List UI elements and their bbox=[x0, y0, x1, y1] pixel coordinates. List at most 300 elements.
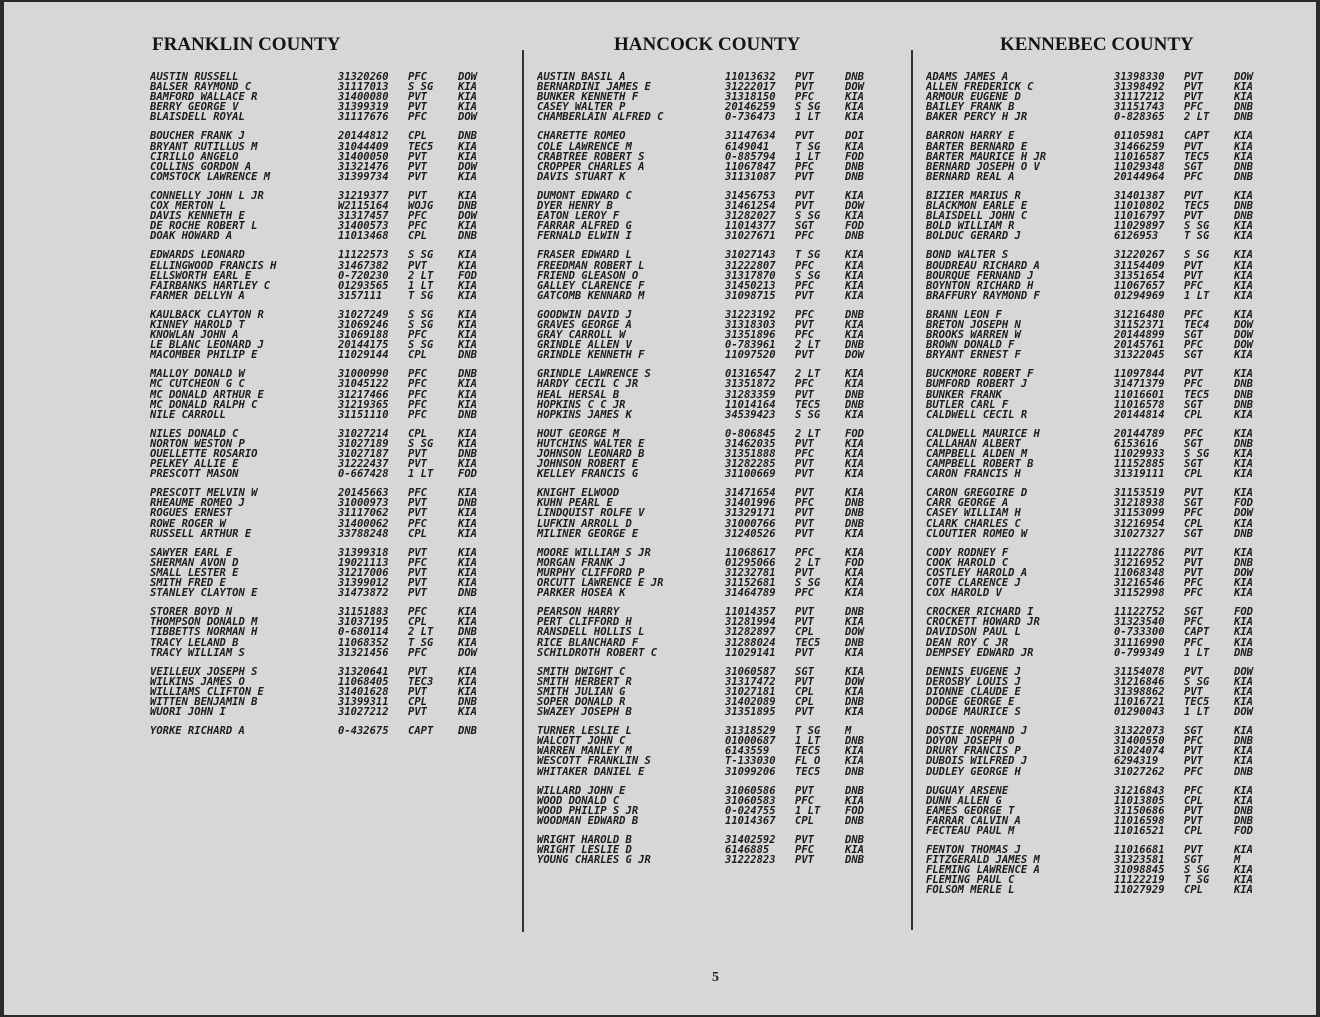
serial-number: 31317870 bbox=[725, 269, 776, 282]
casualty-status: KIA bbox=[845, 706, 864, 719]
rank: PFC bbox=[408, 220, 427, 233]
roster-group bbox=[537, 131, 899, 181]
serial-number: 11029933 bbox=[1114, 448, 1165, 460]
serial-number: 31282897 bbox=[725, 626, 776, 639]
soldier-name: CALDWELL CECIL R bbox=[926, 409, 1028, 420]
casualty-status: KIA bbox=[458, 150, 477, 163]
serial-number: 31060583 bbox=[725, 794, 776, 807]
rank: S SG bbox=[408, 318, 434, 331]
serial-number: 31456753 bbox=[725, 189, 776, 202]
rank: CPL bbox=[795, 814, 814, 827]
soldier-name: BLAISDELL JOHN C bbox=[926, 211, 1028, 222]
soldier-name: BOUDREAU RICHARD A bbox=[926, 260, 1040, 271]
soldier-name: FARMER DELLYN A bbox=[150, 290, 245, 301]
rank: PFC bbox=[1184, 507, 1203, 520]
casualty-status: KIA bbox=[1234, 884, 1253, 897]
casualty-status: DOW bbox=[845, 81, 864, 94]
serial-number: 31216846 bbox=[1114, 675, 1165, 688]
soldier-name: WRIGHT LESLIE D bbox=[537, 845, 632, 856]
casualty-status: KIA bbox=[458, 388, 477, 401]
rank: PVT bbox=[795, 517, 814, 530]
casualty-status: DNB bbox=[845, 339, 864, 352]
roster-group bbox=[150, 548, 512, 598]
rank: 2 LT bbox=[795, 556, 821, 569]
soldier-name: FERNALD ELWIN I bbox=[537, 231, 632, 242]
casualty-status: KIA bbox=[1234, 675, 1253, 688]
rank: SGT bbox=[795, 220, 814, 233]
rank: TEC5 bbox=[795, 745, 821, 758]
casualty-status: DNB bbox=[845, 170, 864, 183]
rank: CAPT bbox=[408, 725, 434, 738]
rank: PFC bbox=[795, 308, 814, 321]
casualty-status: KIA bbox=[1234, 140, 1253, 153]
casualty-status: KIA bbox=[458, 458, 477, 471]
county-title: KENNEBEC COUNTY bbox=[1000, 34, 1194, 55]
rank: PVT bbox=[795, 71, 814, 83]
rank: TEC5 bbox=[795, 765, 821, 778]
serial-number: 31154409 bbox=[1114, 259, 1165, 272]
casualty-status: KIA bbox=[1234, 487, 1253, 500]
rank: 1 LT bbox=[1184, 706, 1210, 719]
soldier-name: BRETON JOSEPH N bbox=[926, 319, 1021, 331]
soldier-name: WALCOTT JOHN C bbox=[537, 736, 626, 747]
soldier-name: ROWE ROGER W bbox=[150, 518, 226, 529]
rank: CPL bbox=[1184, 794, 1203, 807]
soldier-name: PARKER HOSEA K bbox=[537, 588, 626, 599]
rank: PFC bbox=[408, 111, 427, 124]
soldier-name: DUMONT EDWARD C bbox=[537, 190, 632, 202]
casualty-status: KIA bbox=[1234, 725, 1253, 738]
soldier-name: ELLSWORTH EARL E bbox=[150, 270, 252, 281]
soldier-name: CRABTREE ROBERT S bbox=[537, 151, 645, 162]
roster-group bbox=[150, 488, 512, 538]
casualty-status: KIA bbox=[1234, 308, 1253, 321]
casualty-status: KIA bbox=[845, 685, 864, 698]
roster-row bbox=[926, 350, 1288, 360]
serial-number: T-133030 bbox=[725, 755, 776, 768]
rank: T SG bbox=[795, 249, 821, 262]
rank: PFC bbox=[795, 546, 814, 559]
serial-number: 3157111 bbox=[338, 289, 383, 302]
serial-number: 11010802 bbox=[1114, 200, 1165, 213]
soldier-name: KELLEY FRANCIS G bbox=[537, 469, 639, 480]
soldier-name: TURNER LESLIE L bbox=[537, 726, 632, 737]
casualty-status: KIA bbox=[458, 259, 477, 272]
rank: PVT bbox=[1184, 745, 1203, 758]
soldier-name: BAMFORD WALLACE R bbox=[150, 92, 258, 103]
column-divider bbox=[522, 50, 524, 932]
rank: TEC5 bbox=[795, 636, 821, 649]
roster-list bbox=[150, 72, 512, 745]
casualty-status: KIA bbox=[458, 546, 477, 559]
rank: 1 LT bbox=[1184, 289, 1210, 302]
rank: T SG bbox=[1184, 874, 1210, 887]
soldier-name: SCHILDROTH ROBERT C bbox=[537, 647, 658, 658]
serial-number: 31117676 bbox=[338, 111, 389, 124]
roster-row bbox=[537, 291, 899, 301]
soldier-name: LINDQUIST ROLFE V bbox=[537, 508, 645, 519]
rank: SGT bbox=[1184, 160, 1203, 173]
serial-number: 31069188 bbox=[338, 329, 389, 342]
soldier-name: SMITH FRED E bbox=[150, 578, 226, 589]
soldier-name: COTE CLARENCE J bbox=[926, 578, 1021, 589]
serial-number: 31317472 bbox=[725, 675, 776, 688]
casualty-status: DNB bbox=[845, 388, 864, 401]
casualty-status: DOW bbox=[458, 111, 477, 124]
serial-number: 31024074 bbox=[1114, 745, 1165, 758]
serial-number: 31027249 bbox=[338, 308, 389, 321]
casualty-status: KIA bbox=[845, 289, 864, 302]
casualty-status: M bbox=[845, 725, 852, 738]
casualty-status: KIA bbox=[845, 487, 864, 500]
serial-number: 0-783961 bbox=[725, 339, 776, 352]
soldier-name: NILE CARROLL bbox=[150, 409, 226, 420]
roster-group bbox=[926, 786, 1288, 836]
casualty-status: KIA bbox=[458, 636, 477, 649]
roster-group bbox=[150, 429, 512, 479]
casualty-status: KIA bbox=[1234, 189, 1253, 202]
casualty-status: DNB bbox=[458, 448, 477, 460]
rank: CPL bbox=[1184, 884, 1203, 897]
serial-number: 01290043 bbox=[1114, 706, 1165, 719]
soldier-name: BUNKER FRANK bbox=[926, 389, 1002, 400]
serial-number: 31216952 bbox=[1114, 556, 1165, 569]
rank: PVT bbox=[1184, 269, 1203, 282]
serial-number: 11068352 bbox=[338, 636, 389, 649]
soldier-name: HOPKINS JAMES K bbox=[537, 409, 632, 420]
soldier-name: DAVIS KENNETH E bbox=[150, 211, 245, 222]
soldier-name: CLOUTIER ROMEO W bbox=[926, 528, 1028, 539]
soldier-name: DRURY FRANCIS P bbox=[926, 746, 1021, 757]
roster-row bbox=[537, 231, 899, 241]
casualty-status: DOW bbox=[1234, 665, 1253, 678]
casualty-status: KIA bbox=[1234, 874, 1253, 887]
rank: PVT bbox=[408, 587, 427, 600]
soldier-name: WOODMAN EDWARD B bbox=[537, 815, 639, 826]
rank: PVT bbox=[795, 566, 814, 579]
rank: PVT bbox=[408, 189, 427, 202]
roster-group bbox=[537, 310, 899, 360]
rank: SGT bbox=[1184, 854, 1203, 867]
casualty-status: KIA bbox=[1234, 249, 1253, 262]
casualty-status: DNB bbox=[845, 814, 864, 827]
rank: PFC bbox=[1184, 308, 1203, 321]
casualty-status: FOD bbox=[458, 269, 477, 282]
soldier-name: FOLSOM MERLE L bbox=[926, 885, 1015, 896]
serial-number: 31351888 bbox=[725, 448, 776, 460]
roster-row bbox=[150, 707, 512, 717]
rank: PFC bbox=[795, 329, 814, 342]
casualty-status: KIA bbox=[845, 844, 864, 857]
serial-number: 31281994 bbox=[725, 616, 776, 629]
casualty-status: DNB bbox=[1234, 160, 1253, 173]
casualty-status: KIA bbox=[1234, 616, 1253, 629]
roster-group bbox=[926, 131, 1288, 181]
casualty-status: DOW bbox=[1234, 706, 1253, 719]
roster-row bbox=[150, 350, 512, 360]
casualty-status: KIA bbox=[1234, 150, 1253, 163]
serial-number: 0-432675 bbox=[338, 725, 389, 738]
rank: SGT bbox=[1184, 437, 1203, 450]
rank: PFC bbox=[795, 448, 814, 460]
soldier-name: CHAMBERLAIN ALFRED C bbox=[537, 112, 664, 123]
serial-number: 31152681 bbox=[725, 577, 776, 590]
rank: PFC bbox=[795, 497, 814, 510]
page-number: 5 bbox=[712, 970, 719, 985]
soldier-name: MOORE WILLIAM S JR bbox=[537, 547, 651, 558]
roster-row bbox=[537, 250, 899, 260]
soldier-name: MC DONALD ARTHUR E bbox=[150, 389, 264, 400]
casualty-status: FOD bbox=[1234, 497, 1253, 510]
casualty-status: KIA bbox=[1234, 408, 1253, 421]
serial-number: 31318529 bbox=[725, 725, 776, 738]
soldier-name: WILKINS JAMES O bbox=[150, 676, 245, 687]
roster-group bbox=[926, 726, 1288, 776]
rank: PFC bbox=[1184, 784, 1203, 797]
soldier-name: ELLINGWOOD FRANCIS H bbox=[150, 260, 277, 271]
serial-number: 20146259 bbox=[725, 101, 776, 114]
soldier-name: WOOD DONALD C bbox=[537, 795, 620, 806]
soldier-name: TRACY LELAND B bbox=[150, 637, 239, 648]
roster-list bbox=[537, 72, 899, 874]
soldier-name: RICE BLANCHARD F bbox=[537, 637, 639, 648]
serial-number: 31222017 bbox=[725, 81, 776, 94]
soldier-name: SMITH DWIGHT C bbox=[537, 666, 626, 677]
casualty-status: KIA bbox=[845, 111, 864, 124]
soldier-name: THOMPSON DONALD M bbox=[150, 617, 258, 628]
serial-number: 31317457 bbox=[338, 210, 389, 223]
rank: PFC bbox=[408, 398, 427, 411]
casualty-status: KIA bbox=[845, 329, 864, 342]
soldier-name: BUNKER KENNETH F bbox=[537, 92, 639, 103]
soldier-name: CROCKETT HOWARD JR bbox=[926, 617, 1040, 628]
roster-row bbox=[537, 707, 899, 717]
rank: PFC bbox=[795, 794, 814, 807]
roster-row bbox=[537, 816, 899, 826]
rank: TEC5 bbox=[1184, 695, 1210, 708]
soldier-name: BRAFFURY RAYMOND F bbox=[926, 290, 1040, 301]
rank: PVT bbox=[1184, 566, 1203, 579]
serial-number: W2115164 bbox=[338, 200, 389, 213]
roster-group bbox=[537, 835, 899, 865]
rank: 1 LT bbox=[795, 735, 821, 748]
casualty-status: KIA bbox=[1234, 230, 1253, 243]
soldier-name: BLAISDELL ROYAL bbox=[150, 112, 245, 123]
roster-row bbox=[926, 627, 1288, 637]
rank: PVT bbox=[795, 675, 814, 688]
soldier-name: WRIGHT HAROLD B bbox=[537, 835, 632, 846]
rank: CPL bbox=[408, 349, 427, 362]
casualty-status: DNB bbox=[1234, 765, 1253, 778]
soldier-name: GALLEY CLARENCE F bbox=[537, 280, 645, 291]
serial-number: 11013468 bbox=[338, 230, 389, 243]
rank: CPL bbox=[795, 626, 814, 639]
serial-number: 11013632 bbox=[725, 71, 776, 83]
rank: PFC bbox=[408, 517, 427, 530]
soldier-name: AUSTIN BASIL A bbox=[537, 72, 626, 83]
soldier-name: BOND WALTER S bbox=[926, 250, 1009, 261]
casualty-status: DOW bbox=[845, 675, 864, 688]
soldier-name: MC DONALD RALPH C bbox=[150, 399, 258, 410]
casualty-status: KIA bbox=[458, 665, 477, 678]
roster-row bbox=[150, 529, 512, 539]
rank: PVT bbox=[795, 130, 814, 143]
roster-row bbox=[926, 767, 1288, 777]
roster-row bbox=[537, 855, 899, 865]
rank: CPL bbox=[408, 427, 427, 440]
serial-number: 20144964 bbox=[1114, 170, 1165, 183]
rank: PFC bbox=[1184, 587, 1203, 600]
soldier-name: DUDLEY GEORGE H bbox=[926, 766, 1021, 777]
casualty-status: DNB bbox=[1234, 170, 1253, 183]
serial-number: 31399012 bbox=[338, 577, 389, 590]
serial-number: 31399318 bbox=[338, 546, 389, 559]
serial-number: 11016521 bbox=[1114, 825, 1165, 837]
casualty-status: KIA bbox=[458, 170, 477, 183]
casualty-status: DNB bbox=[845, 497, 864, 510]
rank: S SG bbox=[795, 101, 821, 114]
document-page bbox=[4, 2, 1316, 1015]
casualty-status: DNB bbox=[1234, 210, 1253, 223]
rank: PVT bbox=[795, 507, 814, 520]
serial-number: 31398492 bbox=[1114, 81, 1165, 94]
rank: PVT bbox=[1184, 140, 1203, 153]
casualty-status: KIA bbox=[845, 546, 864, 559]
rank: PVT bbox=[408, 685, 427, 698]
serial-number: 31464789 bbox=[725, 587, 776, 600]
roster-group bbox=[926, 488, 1288, 538]
serial-number: 11067847 bbox=[725, 160, 776, 173]
roster-group bbox=[537, 786, 899, 826]
casualty-status: DNB bbox=[458, 349, 477, 362]
rank: S SG bbox=[408, 81, 434, 94]
casualty-status: DNB bbox=[1234, 804, 1253, 817]
casualty-status: KIA bbox=[845, 101, 864, 114]
serial-number: 0-024755 bbox=[725, 804, 776, 817]
roster-group bbox=[150, 250, 512, 300]
casualty-status: DNB bbox=[845, 160, 864, 173]
casualty-status: KIA bbox=[845, 378, 864, 391]
soldier-name: OUELLETTE ROSARIO bbox=[150, 449, 258, 460]
rank: T SG bbox=[795, 140, 821, 153]
county-title: HANCOCK COUNTY bbox=[614, 34, 801, 55]
rank: 2 LT bbox=[795, 368, 821, 381]
soldier-name: GOODWIN DAVID J bbox=[537, 309, 632, 320]
rank: 2 LT bbox=[408, 626, 434, 639]
soldier-name: DIONNE CLAUDE E bbox=[926, 686, 1021, 697]
casualty-status: KIA bbox=[458, 249, 477, 262]
serial-number: 20145663 bbox=[338, 487, 389, 500]
roster-row bbox=[537, 767, 899, 777]
soldier-name: WUORI JOHN I bbox=[150, 707, 226, 718]
rank: PVT bbox=[408, 706, 427, 719]
rank: PVT bbox=[408, 259, 427, 272]
roster-row bbox=[537, 172, 899, 182]
rank: 1 LT bbox=[795, 111, 821, 124]
casualty-status: DNB bbox=[1234, 388, 1253, 401]
soldier-name: DYER HENRY B bbox=[537, 201, 613, 212]
casualty-status: KIA bbox=[845, 665, 864, 678]
casualty-status: KIA bbox=[1234, 745, 1253, 758]
soldier-name: RANSDELL HOLLIS L bbox=[537, 627, 645, 638]
rank: PVT bbox=[1184, 844, 1203, 857]
soldier-name: GRAY CARROLL W bbox=[537, 330, 626, 341]
soldier-name: RUSSELL ARTHUR E bbox=[150, 528, 252, 539]
serial-number: 31471379 bbox=[1114, 378, 1165, 391]
soldier-name: FREEDMAN ROBERT L bbox=[537, 260, 645, 271]
soldier-name: WHITAKER DANIEL E bbox=[537, 766, 645, 777]
serial-number: 6146885 bbox=[725, 844, 770, 857]
soldier-name: BARTER MAURICE H JR bbox=[926, 151, 1047, 162]
serial-number: 31399319 bbox=[338, 101, 389, 114]
casualty-status: KIA bbox=[458, 91, 477, 104]
soldier-name: KNIGHT ELWOOD bbox=[537, 488, 620, 499]
soldier-name: CARR GEORGE A bbox=[926, 498, 1009, 509]
soldier-name: CHARETTE ROMEO bbox=[537, 131, 626, 142]
roster-group bbox=[537, 726, 899, 776]
serial-number: 6143559 bbox=[725, 745, 770, 758]
rank: SGT bbox=[1184, 725, 1203, 738]
rank: S SG bbox=[408, 308, 434, 321]
rank: PVT bbox=[1184, 804, 1203, 817]
roster-row bbox=[926, 231, 1288, 241]
casualty-status: KIA bbox=[1234, 468, 1253, 481]
roster-row bbox=[537, 350, 899, 360]
casualty-status: KIA bbox=[1234, 81, 1253, 94]
soldier-name: RHEAUME ROMEO J bbox=[150, 498, 245, 509]
soldier-name: BERNARDINI JAMES E bbox=[537, 82, 651, 93]
soldier-name: CAMPBELL ALDEN M bbox=[926, 449, 1028, 460]
soldier-name: DODGE GEORGE E bbox=[926, 696, 1015, 708]
casualty-status: KIA bbox=[458, 675, 477, 688]
roster-group bbox=[926, 250, 1288, 300]
rank: PVT bbox=[795, 527, 814, 540]
rank: PVT bbox=[795, 318, 814, 331]
serial-number: 6153616 bbox=[1114, 437, 1159, 450]
casualty-status: KIA bbox=[458, 606, 477, 619]
soldier-name: TIBBETTS NORMAN H bbox=[150, 627, 258, 638]
soldier-name: BOYNTON RICHARD H bbox=[926, 280, 1034, 291]
casualty-status: DNB bbox=[845, 517, 864, 530]
casualty-status: KIA bbox=[1234, 458, 1253, 471]
roster-row bbox=[150, 588, 512, 598]
casualty-status: KIA bbox=[458, 706, 477, 719]
soldier-name: LUFKIN ARROLL D bbox=[537, 518, 632, 529]
serial-number: 31069246 bbox=[338, 318, 389, 331]
rank: 1 LT bbox=[408, 279, 434, 292]
soldier-name: FITZGERALD JAMES M bbox=[926, 855, 1040, 866]
serial-number: 11097520 bbox=[725, 349, 776, 362]
serial-number: 0-667428 bbox=[338, 468, 389, 481]
casualty-status: KIA bbox=[458, 427, 477, 440]
soldier-name: DAVIS STUART K bbox=[537, 171, 626, 182]
roster-row bbox=[537, 627, 899, 637]
casualty-status: DNB bbox=[458, 230, 477, 243]
serial-number: 31027671 bbox=[725, 230, 776, 243]
casualty-status: KIA bbox=[458, 487, 477, 500]
serial-number: 11122786 bbox=[1114, 546, 1165, 559]
serial-number: 31320260 bbox=[338, 71, 389, 83]
soldier-name: FARRAR ALFRED G bbox=[537, 221, 632, 232]
soldier-name: GRINDLE ALLEN V bbox=[537, 340, 632, 351]
serial-number: 11016721 bbox=[1114, 695, 1165, 708]
rank: PFC bbox=[1184, 616, 1203, 629]
rank: PFC bbox=[408, 378, 427, 391]
roster-group bbox=[150, 310, 512, 360]
serial-number: 0-733300 bbox=[1114, 626, 1165, 639]
casualty-status: FOD bbox=[845, 556, 864, 569]
rank: 1 LT bbox=[1184, 646, 1210, 659]
